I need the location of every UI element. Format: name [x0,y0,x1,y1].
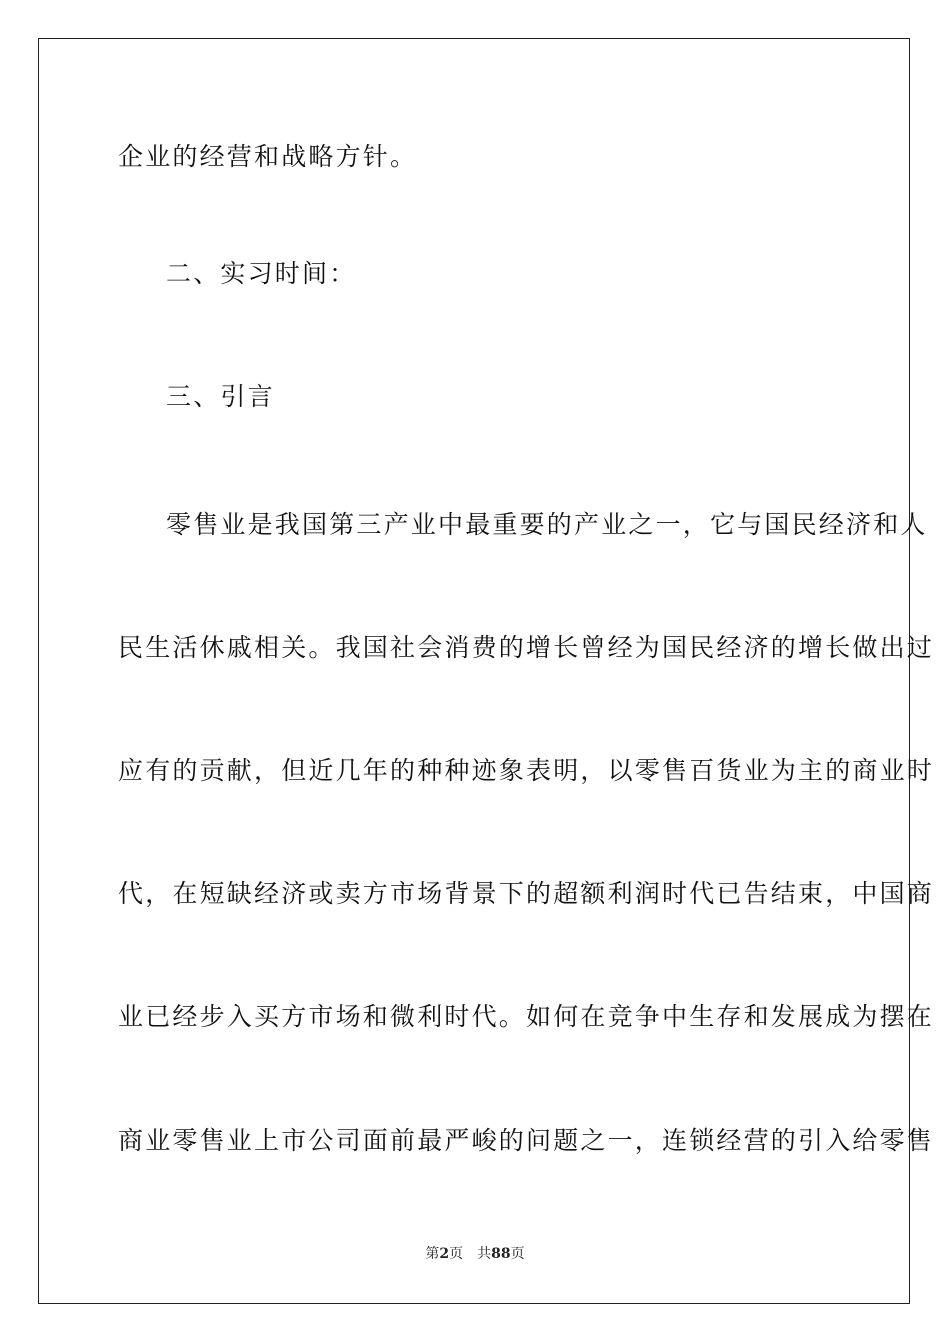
footer-page-suffix: 页 [449,1246,464,1262]
paragraph-line-3: 应有的贡献，但近几年的种种迹象表明，以零售百货业为主的商业时 [118,756,935,785]
section-heading-internship-time: 二、实习时间： [166,259,357,288]
footer-total-prefix: 共 [477,1246,492,1262]
footer-total-number: 88 [491,1246,511,1262]
paragraph-line-6: 商业零售业上市公司面前最严峻的问题之一，连锁经营的引入给零售 [118,1126,935,1155]
paragraph-line-2: 民生活休戚相关。我国社会消费的增长曾经为国民经济的增长做出过 [118,633,935,662]
footer-total-suffix: 页 [510,1246,525,1262]
page-border [38,38,935,1304]
footer-page-prefix: 第 [425,1246,440,1262]
text-line-1: 企业的经营和战略方针。 [118,142,418,171]
section-heading-introduction: 三、引言 [166,382,275,411]
paragraph-line-5: 业已经步入买方市场和微利时代。如何在竞争中生存和发展成为摆在 [118,1002,935,1031]
paragraph-line-1: 零售业是我国第三产业中最重要的产业之一，它与国民经济和人 [166,510,928,539]
paragraph-line-4: 代，在短缺经济或卖方市场背景下的超额利润时代已告结束，中国商 [118,879,935,908]
footer-page-number: 2 [439,1246,450,1262]
page-footer [0,1245,950,1263]
